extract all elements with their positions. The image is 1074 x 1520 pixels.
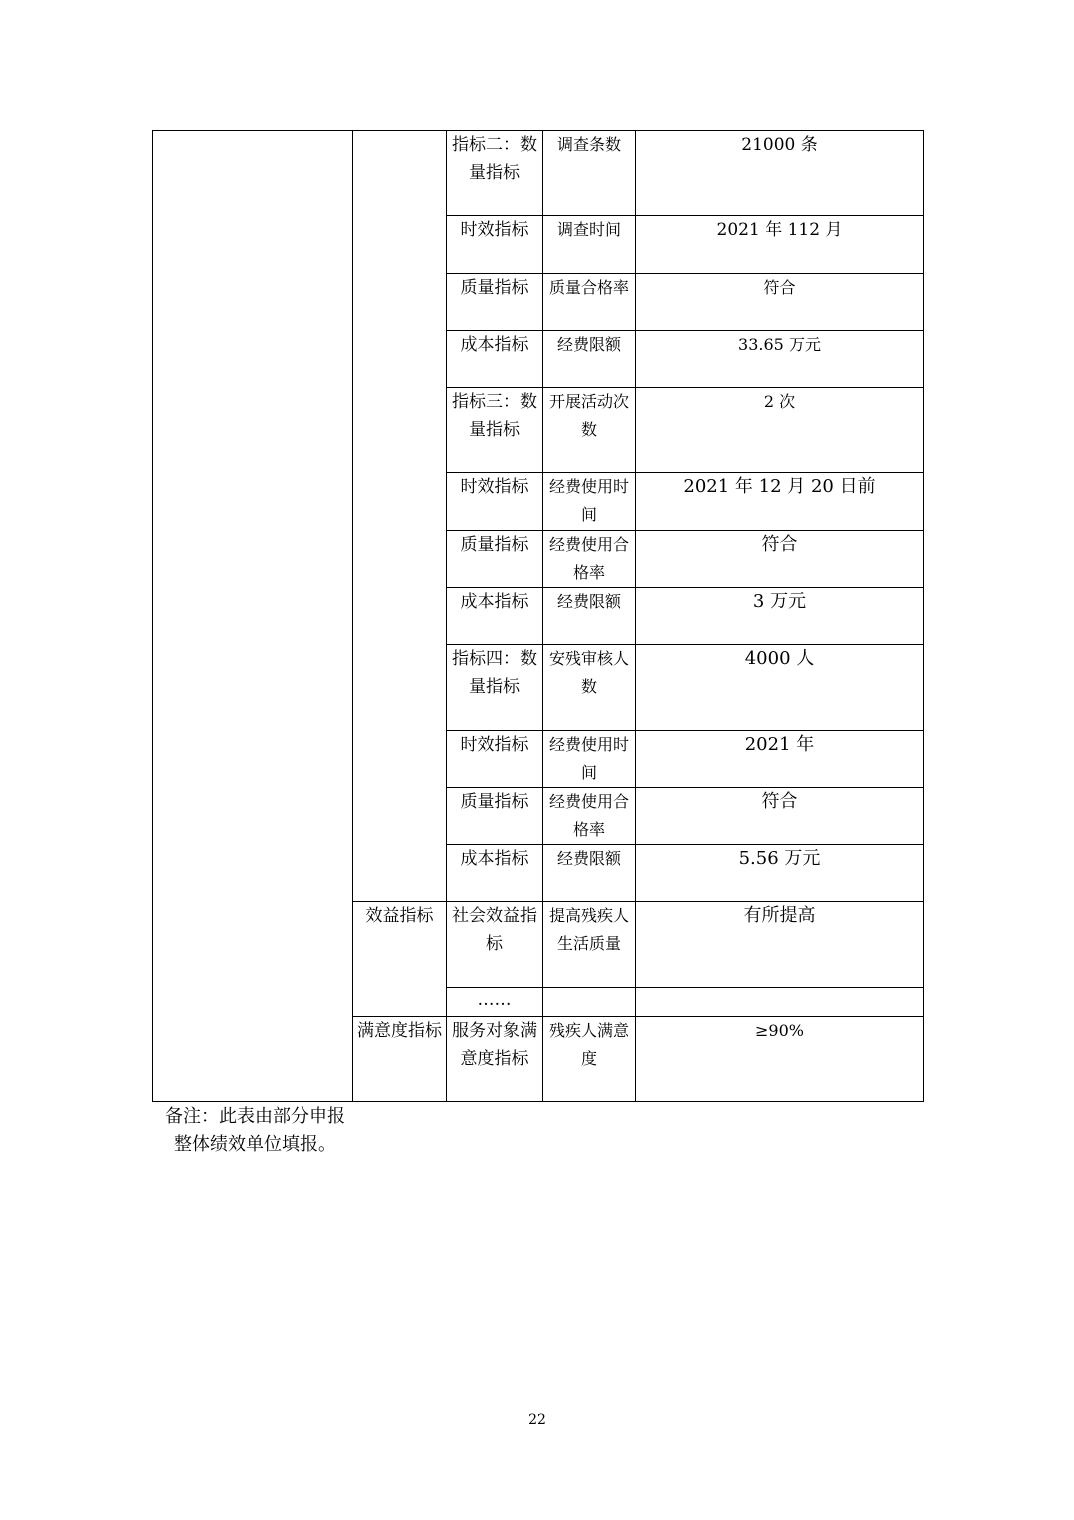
- table-cell-item: 经费限额: [543, 845, 636, 902]
- table-cell-indicator: 指标三：数量指标: [447, 388, 543, 473]
- table-cell-indicator: 指标四：数量指标: [447, 645, 543, 731]
- table-cell-value: 4000 人: [636, 645, 924, 731]
- table-note: 备注：此表由部分申报整体绩效单位填报。: [165, 1106, 345, 1155]
- table-cell-value: 2021 年 112 月: [636, 216, 924, 274]
- table-cell-category: 效益指标: [353, 902, 447, 1017]
- table-cell-item: 质量合格率: [543, 274, 636, 331]
- table-cell-value: 5.56 万元: [636, 845, 924, 902]
- table-cell-indicator: 质量指标: [447, 274, 543, 331]
- table-cell-item: 安残审核人数: [543, 645, 636, 731]
- table-cell-item: 经费使用合格率: [543, 531, 636, 588]
- table-row: [153, 131, 924, 216]
- table-cell-item: 经费使用时间: [543, 473, 636, 531]
- table-cell-value: 有所提高: [636, 902, 924, 988]
- performance-indicator-table: [152, 130, 924, 1102]
- table-cell-item: 提高残疾人生活质量: [543, 902, 636, 988]
- table-cell-indicator: 指标二：数量指标: [447, 131, 543, 216]
- table-cell-item: 经费限额: [543, 588, 636, 645]
- table-cell-value: [636, 988, 924, 1017]
- table-cell-item: 经费限额: [543, 331, 636, 388]
- table-cell-indicator: 社会效益指标: [447, 902, 543, 988]
- table-cell-item: 调查时间: [543, 216, 636, 274]
- table-cell-col2: [353, 131, 447, 902]
- table-cell-indicator: 成本指标: [447, 588, 543, 645]
- table-cell-item: 调查条数: [543, 131, 636, 216]
- table-cell-item: 残疾人满意度: [543, 1017, 636, 1102]
- table-cell-category: 满意度指标: [353, 1017, 447, 1102]
- table-cell-value: 3 万元: [636, 588, 924, 645]
- table-cell-indicator: 时效指标: [447, 216, 543, 274]
- table-cell-indicator: 时效指标: [447, 731, 543, 788]
- table-cell-indicator: 成本指标: [447, 845, 543, 902]
- table-cell-value: 2021 年: [636, 731, 924, 788]
- table-cell-col1: [153, 131, 353, 1102]
- table-cell-value: 33.65 万元: [636, 331, 924, 388]
- table-cell-indicator: 服务对象满意度指标: [447, 1017, 543, 1102]
- table-cell-value: 符合: [636, 531, 924, 588]
- table-cell-item: 开展活动次数: [543, 388, 636, 473]
- table-cell-indicator: 质量指标: [447, 788, 543, 845]
- table-cell-value: 2021 年 12 月 20 日前: [636, 473, 924, 531]
- table-cell-indicator: 成本指标: [447, 331, 543, 388]
- table-cell-item: [543, 988, 636, 1017]
- table-cell-value: 21000 条: [636, 131, 924, 216]
- table-cell-indicator: 时效指标: [447, 473, 543, 531]
- table-cell-value: 符合: [636, 788, 924, 845]
- page-number: 22: [528, 1412, 546, 1428]
- table-cell-indicator: ……: [447, 988, 543, 1017]
- table-cell-value: 符合: [636, 274, 924, 331]
- table-cell-indicator: 质量指标: [447, 531, 543, 588]
- table-cell-item: 经费使用时间: [543, 731, 636, 788]
- table-cell-value: ≥90%: [636, 1017, 924, 1102]
- table-cell-value: 2 次: [636, 388, 924, 473]
- table-cell-item: 经费使用合格率: [543, 788, 636, 845]
